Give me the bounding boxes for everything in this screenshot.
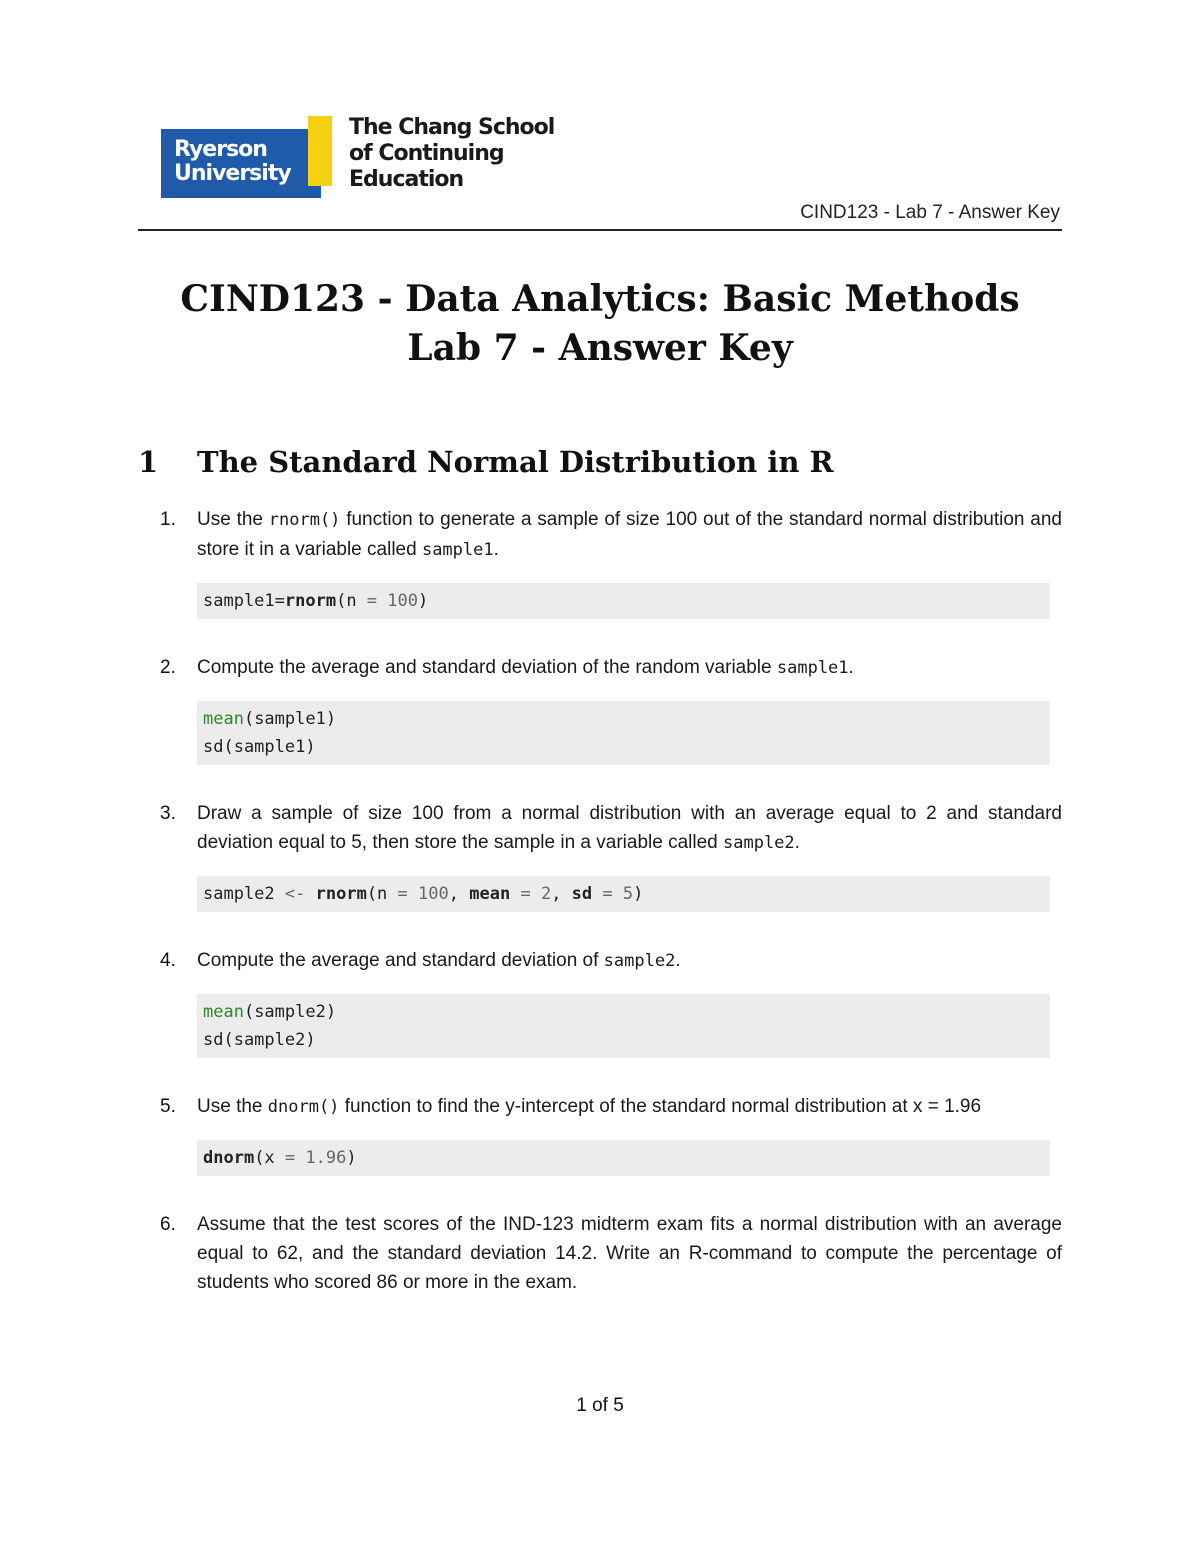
section-title: The Standard Normal Distribution in R — [197, 445, 834, 479]
question-text — [197, 505, 1062, 565]
question-text — [197, 799, 1062, 858]
code-line: dnorm(x = 1.96) — [203, 1148, 357, 1168]
text-run: function to generate a sample of size 100 out of the standard normal distribution and store it in a variable called — [197, 509, 1062, 560]
title-line1: CIND123 - Data Analytics: Basic Methods — [180, 278, 1020, 320]
code-block — [197, 583, 1050, 619]
code-block — [197, 994, 1050, 1058]
code-block — [197, 876, 1050, 912]
code-block — [197, 701, 1050, 765]
question-item-6 — [160, 1210, 1062, 1297]
question-item-1 — [160, 505, 1062, 619]
question-text — [197, 653, 1062, 683]
logo-yellow-bar — [308, 116, 332, 186]
inline-code: dnorm() — [267, 1097, 340, 1117]
logo-university-line2: University — [174, 161, 291, 186]
title-line2: Lab 7 - Answer Key — [407, 327, 793, 369]
question-list — [160, 505, 1062, 1297]
school-line3: Education — [349, 167, 464, 192]
question-number: 6. — [160, 1214, 176, 1235]
question-text: Assume that the test scores of the IND-123 midterm exam fits a normal distribution with an average equal to 62, and the standard deviation 14.2. Write an R-command to compute the percentage of students who scored 86 or more in the exam. — [197, 1214, 1062, 1293]
text-run: Use the — [197, 509, 269, 530]
text-run: . — [794, 832, 800, 853]
code-line: mean(sample1) — [203, 709, 337, 729]
header-rule — [138, 229, 1062, 231]
inline-code: sample1 — [421, 540, 494, 560]
school-name — [349, 115, 554, 193]
code-line: mean(sample2) — [203, 1002, 337, 1022]
code-block — [197, 1140, 1050, 1176]
question-number: 3. — [160, 803, 176, 824]
text-run: Draw a sample of size 100 from a normal distribution with an average equal to 2 and standard deviation equal to 5, then store the sample in a variable called — [197, 803, 1062, 853]
question-item-5 — [160, 1092, 1062, 1176]
school-line1: The Chang School — [349, 115, 555, 140]
inline-code: sample1 — [776, 658, 849, 678]
page-number: 1 of 5 — [576, 1395, 624, 1416]
section-heading — [138, 445, 834, 479]
question-item-2 — [160, 653, 1062, 765]
code-line: sd(sample2) — [203, 1030, 316, 1050]
text-run: Compute the average and standard deviation of the random variable — [197, 657, 777, 678]
code-line: sample2 <- rnorm(n = 100, mean = 2, sd = 5) — [203, 884, 644, 904]
question-text — [197, 946, 1062, 976]
text-run: function to find the y-intercept of the standard normal distribution at x = 1.96 — [339, 1096, 982, 1117]
running-header: CIND123 - Lab 7 - Answer Key — [800, 202, 1060, 223]
logo-university-line1: Ryerson — [174, 137, 267, 162]
text-run: Use the — [197, 1096, 268, 1117]
text-run: . — [848, 657, 854, 678]
text-run: . — [675, 950, 681, 971]
section-number: 1 — [138, 445, 159, 479]
code-line: sample1=rnorm(n = 100) — [203, 591, 429, 611]
text-run: Compute the average and standard deviation of — [197, 950, 604, 971]
code-line: sd(sample1) — [203, 737, 316, 757]
university-logo — [161, 129, 321, 198]
text-run: . — [493, 539, 499, 560]
inline-code: sample2 — [603, 951, 676, 971]
document-title — [0, 275, 1200, 373]
question-text — [197, 1092, 1062, 1122]
school-line2: of Continuing — [349, 141, 504, 166]
inline-code: sample2 — [723, 833, 795, 853]
question-number: 5. — [160, 1096, 176, 1117]
question-item-4 — [160, 946, 1062, 1058]
question-number: 1. — [160, 509, 176, 530]
question-number: 2. — [160, 657, 176, 678]
question-item-3 — [160, 799, 1062, 912]
inline-code: rnorm() — [268, 510, 341, 530]
question-number: 4. — [160, 950, 176, 971]
